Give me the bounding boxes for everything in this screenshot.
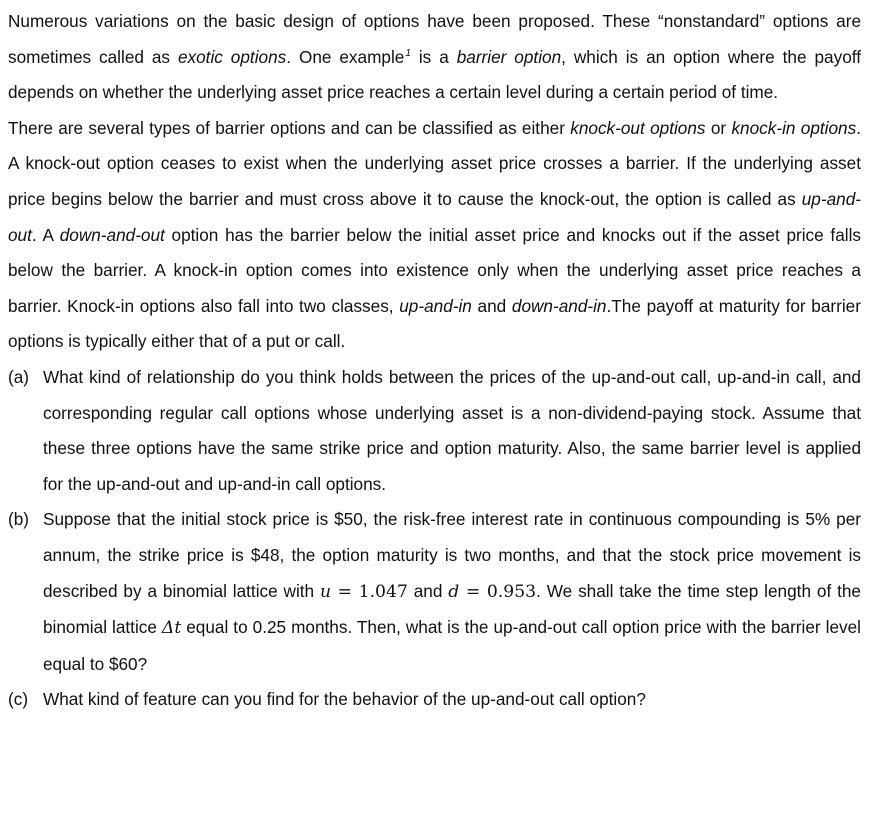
text-run: is a bbox=[410, 46, 457, 67]
math-variable-delta-t: Δt bbox=[161, 618, 182, 639]
question-b bbox=[8, 502, 861, 682]
text-run: . A bbox=[31, 224, 60, 245]
question-c bbox=[8, 682, 861, 718]
text-run: equal to 0.25 months. Then, what is the up-and-out call option price with the barrier level equal to $60? bbox=[43, 617, 861, 674]
question-text bbox=[43, 502, 861, 682]
term-barrier-option: barrier option bbox=[456, 46, 562, 67]
term-down-and-out: down-and-out bbox=[59, 224, 165, 245]
question-label: (c) bbox=[8, 689, 29, 710]
text-run: . A knock-out option ceases to exist when the underlying asset price crosses a barrier. If the underlying asset price begins below the barrier and must cross above it to cause the knock-out, the option is called as bbox=[8, 117, 861, 209]
text-run: , which is an option where the payoff depends on whether the underlying asset price reaches a certain level during a certain period of time. bbox=[8, 46, 861, 103]
math-value: = 0.953 bbox=[459, 581, 537, 602]
text-run: . One example bbox=[286, 46, 405, 67]
math-value: = 1.047 bbox=[331, 581, 408, 602]
text-run: .The payoff at maturity for barrier options is typically either that of a put or call. bbox=[8, 295, 861, 352]
term-down-and-in: down-and-in bbox=[511, 295, 607, 316]
intro-paragraph-1 bbox=[8, 4, 861, 111]
term-up-and-in: up-and-in bbox=[399, 295, 472, 316]
term-exotic-options: exotic options bbox=[177, 46, 287, 67]
text-run: There are several types of barrier options and can be classified as either bbox=[8, 117, 571, 138]
question-label: (b) bbox=[8, 509, 30, 530]
footnote-marker[interactable]: 1 bbox=[405, 47, 411, 59]
text-run: option has the barrier below the initial asset price and knocks out if the asset price falls below the barrier. A knock-in option comes into existence only when the underlying asset price reaches a barrier. Knock-in options also fall into two classes, bbox=[8, 224, 861, 316]
text-run: and bbox=[407, 580, 449, 601]
term-knock-out-options: knock-out options bbox=[570, 117, 706, 138]
term-knock-in-options: knock-in options bbox=[731, 117, 857, 138]
question-label: (a) bbox=[8, 366, 30, 387]
text-run: and bbox=[471, 295, 512, 316]
intro-paragraph-2 bbox=[8, 111, 861, 360]
question-a bbox=[8, 360, 861, 502]
question-text: What kind of relationship do you think holds between the prices of the up-and-out call, up-and-in call, and corresponding regular call options whose underlying asset is a non-dividend-paying stock. Assume that these three options have the same strike price and option maturity. Also, the same barrier level is applied for the up-and-out and up-and-in call options. bbox=[43, 366, 861, 494]
question-text: What kind of feature can you find for the behavior of the up-and-out call option? bbox=[43, 689, 646, 710]
text-run: Suppose that the initial stock price is $50, the risk-free interest rate in continuous compounding is 5% per annum, the strike price is $48, the option maturity is two months, and that the stock price movement is described by a binomial lattice with bbox=[43, 509, 861, 601]
text-run: or bbox=[705, 117, 732, 138]
math-variable-d: d bbox=[448, 581, 460, 602]
math-variable-u: u bbox=[320, 581, 332, 602]
text-run: Numerous variations on the basic design of options have been proposed. These “nonstandard” options are sometimes called as bbox=[8, 11, 861, 67]
term-up-and-out: up-and-out bbox=[8, 188, 861, 245]
text-run: . We shall take the time step length of the binomial lattice bbox=[43, 580, 861, 638]
